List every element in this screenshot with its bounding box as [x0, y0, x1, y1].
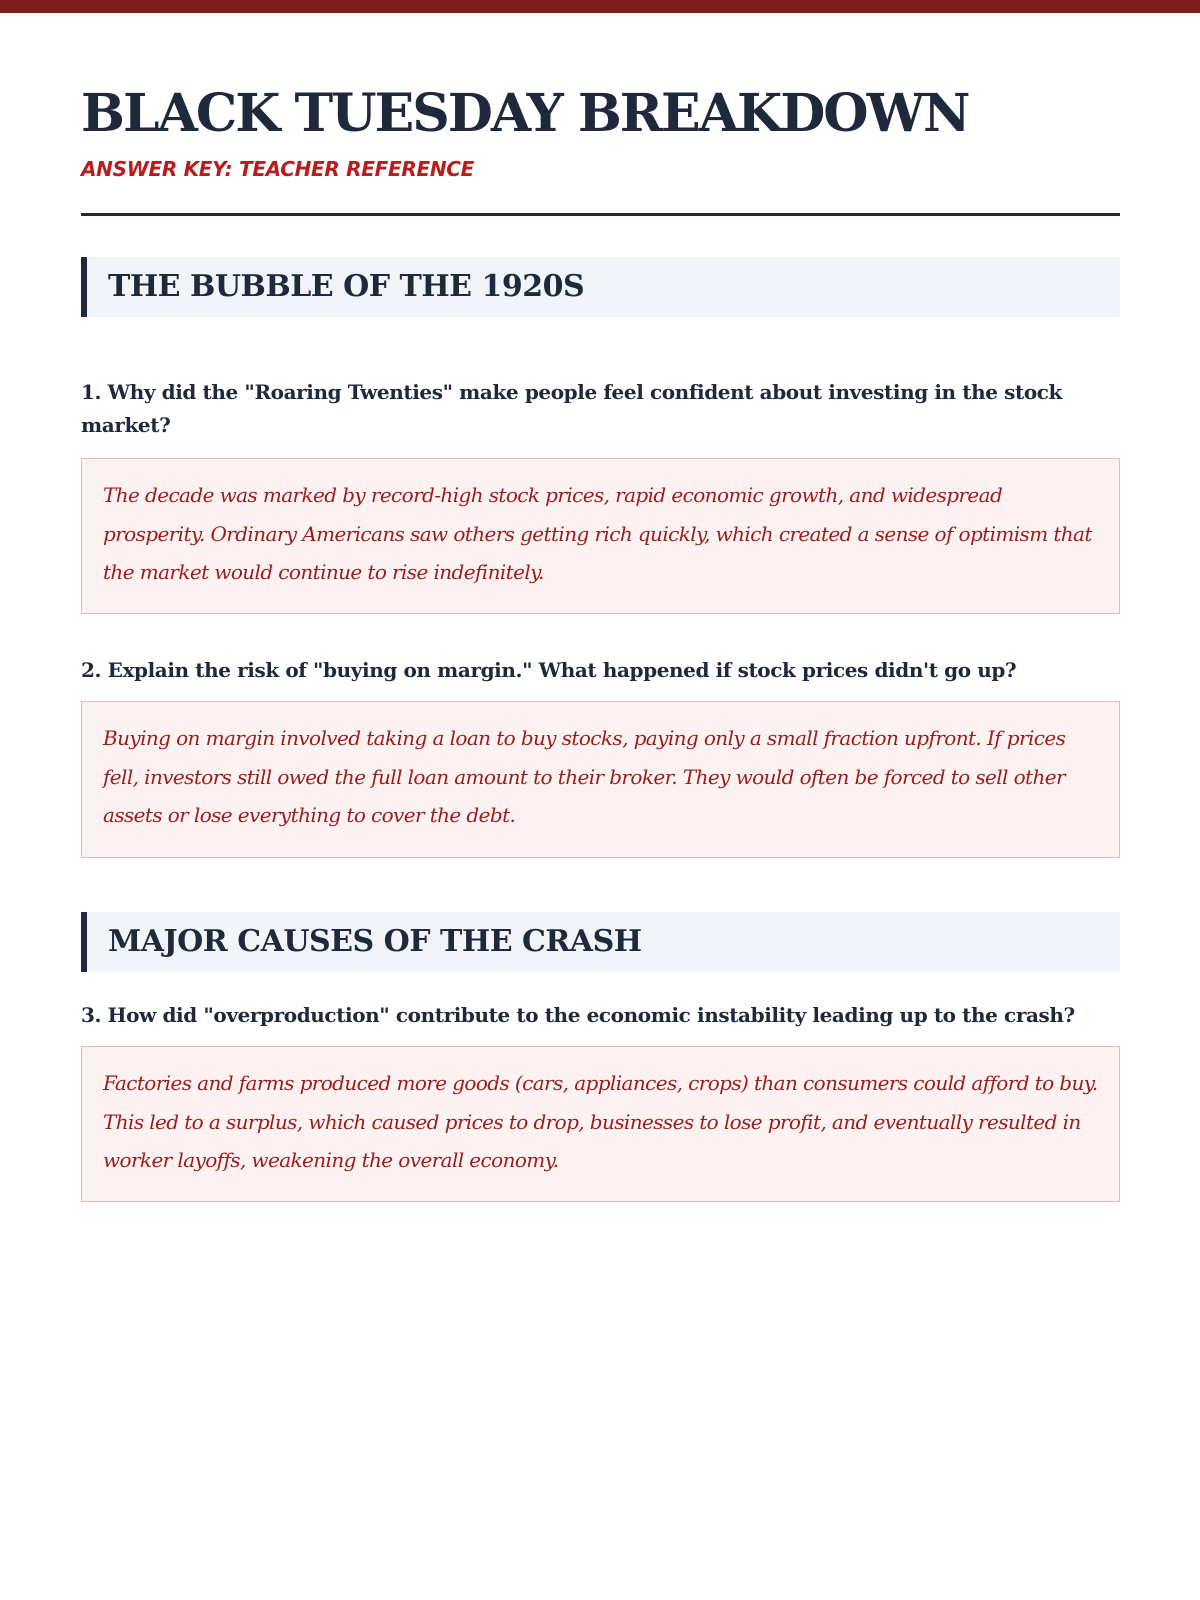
section-header-causes	[81, 912, 1120, 972]
question-2: 2. Explain the risk of "buying on margin." What happened if stock prices didn't go up?	[81, 658, 1017, 682]
answer-text-2: Buying on margin involved taking a loan to buy stocks, paying only a small fraction upfront. If prices fell, investors still owed the full loan amount to their broker. They would often be forced to sell other assets or lose everything to cover the debt.	[103, 726, 1066, 827]
document-subtitle: ANSWER KEY: TEACHER REFERENCE	[81, 157, 475, 181]
question-3: 3. How did "overproduction" contribute to the economic instability leading up to the crash?	[81, 1003, 1075, 1027]
answer-text-1: The decade was marked by record-high stock prices, rapid economic growth, and widespread prosperity. Ordinary Americans saw others getting rich quickly, which created a sense of optimism that the market would continue to rise indefinitely.	[103, 483, 1092, 584]
question-1: 1. Why did the "Roaring Twenties" make people feel confident about investing in the stock market?	[81, 380, 1063, 437]
answer-text-3: Factories and farms produced more goods (cars, appliances, crops) than consumers could afford to buy. This led to a surplus, which caused prices to drop, businesses to lose profit, and eventually resulted in worker layoffs, weakening the overall economy.	[103, 1071, 1098, 1172]
section-heading: MAJOR CAUSES OF THE CRASH	[108, 924, 642, 959]
answer-box-1	[81, 458, 1120, 614]
section-heading: THE BUBBLE OF THE 1920S	[108, 269, 585, 304]
document-title: BLACK TUESDAY BREAKDOWN	[81, 83, 969, 144]
top-accent-bar	[0, 0, 1200, 13]
title-divider	[81, 213, 1120, 216]
answer-box-2	[81, 701, 1120, 858]
answer-box-3	[81, 1046, 1120, 1202]
section-header-bubble	[81, 257, 1120, 317]
